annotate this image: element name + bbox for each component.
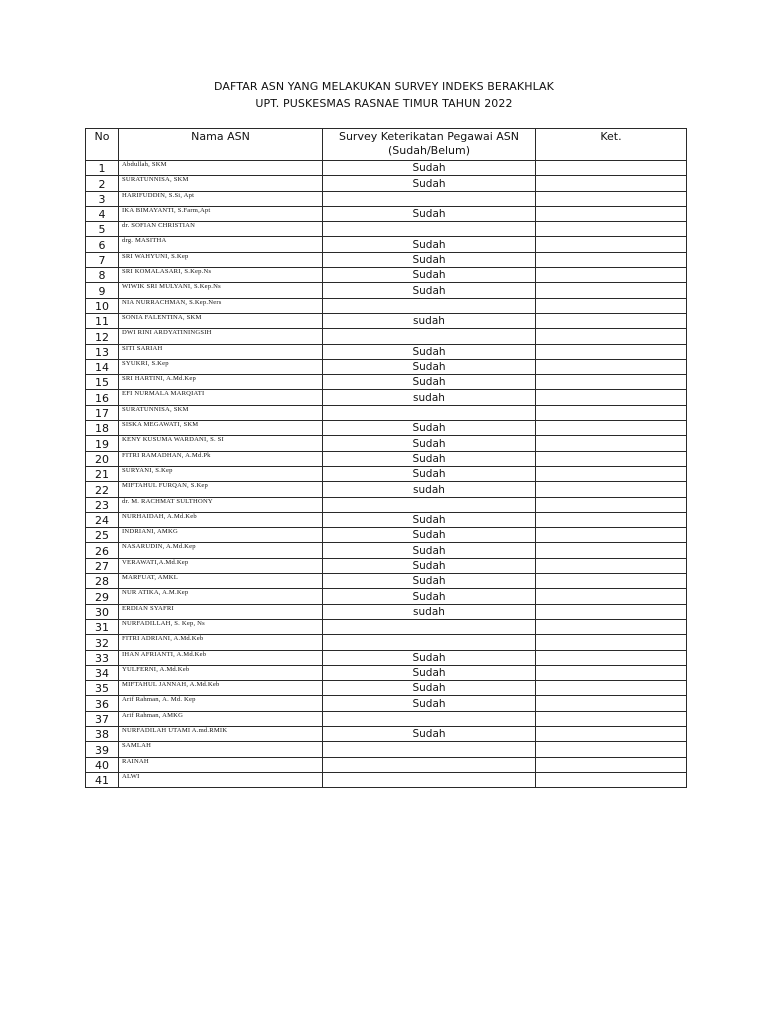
table-row	[86, 359, 687, 374]
survey-status: Sudah	[323, 726, 536, 741]
survey-status: Sudah	[323, 543, 536, 558]
row-number: 6	[86, 237, 119, 252]
header-row	[86, 129, 687, 161]
asn-name: SRI HARTINI, A.Md.Kep	[119, 375, 323, 390]
column-header-survey-line2: (Sudah/Belum)	[388, 144, 470, 157]
survey-status: Sudah	[323, 558, 536, 573]
keterangan	[536, 543, 687, 558]
asn-name: SYUKRI, S.Kep	[119, 359, 323, 374]
keterangan	[536, 574, 687, 589]
keterangan	[536, 206, 687, 221]
row-number: 41	[86, 772, 119, 787]
table-row	[86, 466, 687, 481]
survey-status: Sudah	[323, 512, 536, 527]
table-row	[86, 742, 687, 757]
asn-name: HARIFUDDIN, S.Si, Apt	[119, 191, 323, 206]
keterangan	[536, 482, 687, 497]
keterangan	[536, 344, 687, 359]
survey-status	[323, 329, 536, 344]
row-number: 39	[86, 742, 119, 757]
document-title	[0, 78, 768, 112]
keterangan	[536, 466, 687, 481]
column-header-no: No	[86, 129, 119, 161]
survey-status: Sudah	[323, 344, 536, 359]
asn-name: NURFADILLAH, S. Kep, Ns	[119, 619, 323, 634]
keterangan	[536, 635, 687, 650]
survey-status: Sudah	[323, 574, 536, 589]
asn-name: Arif Rahman, AMKG	[119, 711, 323, 726]
keterangan	[536, 772, 687, 787]
asn-name: dr. SOFIAN CHRISTIAN	[119, 222, 323, 237]
survey-status: Sudah	[323, 696, 536, 711]
table-row	[86, 757, 687, 772]
table-row	[86, 696, 687, 711]
table-body	[86, 161, 687, 788]
asn-name: IHAN AFRIANTI, A.Md.Keb	[119, 650, 323, 665]
keterangan	[536, 222, 687, 237]
asn-name: SRI WAHYUNI, S.Kep	[119, 252, 323, 267]
survey-status: Sudah	[323, 206, 536, 221]
table-row	[86, 206, 687, 221]
survey-status: Sudah	[323, 237, 536, 252]
row-number: 22	[86, 482, 119, 497]
row-number: 40	[86, 757, 119, 772]
table-row	[86, 558, 687, 573]
row-number: 20	[86, 451, 119, 466]
table-row	[86, 252, 687, 267]
asn-name: IKA BIMAYANTI, S.Farm,Apt	[119, 206, 323, 221]
keterangan	[536, 696, 687, 711]
row-number: 21	[86, 466, 119, 481]
row-number: 10	[86, 298, 119, 313]
keterangan	[536, 390, 687, 405]
keterangan	[536, 298, 687, 313]
keterangan	[536, 161, 687, 176]
row-number: 9	[86, 283, 119, 298]
keterangan	[536, 497, 687, 512]
asn-name: Abdullah, SKM	[119, 161, 323, 176]
survey-status: Sudah	[323, 436, 536, 451]
row-number: 17	[86, 405, 119, 420]
keterangan	[536, 558, 687, 573]
asn-name: WIWIK SRI MULYANI, S.Kep.Ns	[119, 283, 323, 298]
table-row	[86, 298, 687, 313]
asn-name: INDRIANI, AMKG	[119, 528, 323, 543]
asn-name: drg. MASITHA	[119, 237, 323, 252]
keterangan	[536, 268, 687, 283]
keterangan	[536, 329, 687, 344]
survey-status	[323, 742, 536, 757]
asn-name: SITI SARIAH	[119, 344, 323, 359]
asn-name: FITRI RAMADHAN, A.Md.Pk	[119, 451, 323, 466]
survey-status: sudah	[323, 482, 536, 497]
row-number: 29	[86, 589, 119, 604]
survey-status: Sudah	[323, 268, 536, 283]
asn-name: dr. M. RACHMAT SULTHONY	[119, 497, 323, 512]
table-row	[86, 176, 687, 191]
row-number: 18	[86, 421, 119, 436]
table-row	[86, 604, 687, 619]
keterangan	[536, 711, 687, 726]
survey-status	[323, 405, 536, 420]
table-row	[86, 390, 687, 405]
survey-status: Sudah	[323, 375, 536, 390]
keterangan	[536, 619, 687, 634]
table-row	[86, 421, 687, 436]
keterangan	[536, 436, 687, 451]
table-row	[86, 543, 687, 558]
table-row	[86, 283, 687, 298]
table-row	[86, 191, 687, 206]
survey-status	[323, 619, 536, 634]
table-row	[86, 451, 687, 466]
keterangan	[536, 176, 687, 191]
column-header-name: Nama ASN	[119, 129, 323, 161]
asn-name: ERDIAN SYAFRI	[119, 604, 323, 619]
keterangan	[536, 742, 687, 757]
table-row	[86, 650, 687, 665]
asn-name: SISKA MEGAWATI, SKM	[119, 421, 323, 436]
survey-status	[323, 635, 536, 650]
survey-status: sudah	[323, 390, 536, 405]
asn-name: NURHAIDAH, A.Md.Keb	[119, 512, 323, 527]
row-number: 4	[86, 206, 119, 221]
table-row	[86, 528, 687, 543]
column-header-survey	[323, 129, 536, 161]
row-number: 30	[86, 604, 119, 619]
table-row	[86, 482, 687, 497]
row-number: 35	[86, 681, 119, 696]
survey-status: Sudah	[323, 252, 536, 267]
keterangan	[536, 252, 687, 267]
row-number: 26	[86, 543, 119, 558]
row-number: 8	[86, 268, 119, 283]
survey-status	[323, 497, 536, 512]
row-number: 27	[86, 558, 119, 573]
keterangan	[536, 191, 687, 206]
table-row	[86, 222, 687, 237]
survey-status: sudah	[323, 313, 536, 328]
table-row	[86, 436, 687, 451]
table-row	[86, 329, 687, 344]
asn-name: VERAWATI,A.Md.Kep	[119, 558, 323, 573]
table-row	[86, 772, 687, 787]
survey-status	[323, 757, 536, 772]
table-row	[86, 405, 687, 420]
keterangan	[536, 665, 687, 680]
asn-name: MARFUAT, AMKL	[119, 574, 323, 589]
table-header	[86, 129, 687, 161]
row-number: 14	[86, 359, 119, 374]
asn-name: SURATUNNISA, SKM	[119, 176, 323, 191]
keterangan	[536, 359, 687, 374]
table-row	[86, 313, 687, 328]
table-row	[86, 619, 687, 634]
asn-name: SRI KOMALASARI, S.Kep.Ns	[119, 268, 323, 283]
row-number: 23	[86, 497, 119, 512]
survey-status	[323, 191, 536, 206]
asn-name: NIA NURRACHMAN, S.Kep.Ners	[119, 298, 323, 313]
asn-name: SONIA FALENTINA, SKM	[119, 313, 323, 328]
asn-name: NUR ATIKA, A.M.Kep	[119, 589, 323, 604]
table-row	[86, 375, 687, 390]
asn-name: MIFTAHUL JANNAH, A.Md.Keb	[119, 681, 323, 696]
survey-status	[323, 772, 536, 787]
table-row	[86, 665, 687, 680]
row-number: 3	[86, 191, 119, 206]
table-row	[86, 497, 687, 512]
row-number: 32	[86, 635, 119, 650]
row-number: 2	[86, 176, 119, 191]
row-number: 19	[86, 436, 119, 451]
table-row	[86, 268, 687, 283]
asn-name: SURYANI, S.Kep	[119, 466, 323, 481]
row-number: 7	[86, 252, 119, 267]
asn-name: EFI NURMALA MARQIATI	[119, 390, 323, 405]
row-number: 28	[86, 574, 119, 589]
survey-status	[323, 222, 536, 237]
survey-status	[323, 711, 536, 726]
asn-survey-table	[85, 128, 687, 788]
asn-name: MIFTAHUL FURQAN, S.Kep	[119, 482, 323, 497]
asn-name: Arif Rahman, A. Md. Kep	[119, 696, 323, 711]
keterangan	[536, 681, 687, 696]
survey-status: Sudah	[323, 161, 536, 176]
table-row	[86, 161, 687, 176]
survey-status: Sudah	[323, 451, 536, 466]
asn-name: NURFADILAH UTAMI A.md.RMIK	[119, 726, 323, 741]
asn-name: SURATUNNISA, SKM	[119, 405, 323, 420]
keterangan	[536, 604, 687, 619]
table-row	[86, 635, 687, 650]
table-row	[86, 589, 687, 604]
survey-status: Sudah	[323, 665, 536, 680]
keterangan	[536, 589, 687, 604]
row-number: 25	[86, 528, 119, 543]
keterangan	[536, 283, 687, 298]
row-number: 5	[86, 222, 119, 237]
survey-status: Sudah	[323, 421, 536, 436]
survey-status: sudah	[323, 604, 536, 619]
row-number: 36	[86, 696, 119, 711]
survey-status: Sudah	[323, 466, 536, 481]
keterangan	[536, 726, 687, 741]
table-row	[86, 711, 687, 726]
survey-status: Sudah	[323, 650, 536, 665]
row-number: 31	[86, 619, 119, 634]
row-number: 15	[86, 375, 119, 390]
survey-status: Sudah	[323, 176, 536, 191]
title-line-2: UPT. PUSKESMAS RASNAE TIMUR TAHUN 2022	[255, 97, 513, 110]
row-number: 1	[86, 161, 119, 176]
row-number: 33	[86, 650, 119, 665]
survey-status: Sudah	[323, 589, 536, 604]
keterangan	[536, 375, 687, 390]
asn-name: DWI RINI ARDYATININGSIH	[119, 329, 323, 344]
keterangan	[536, 512, 687, 527]
keterangan	[536, 650, 687, 665]
title-line-1: DAFTAR ASN YANG MELAKUKAN SURVEY INDEKS BERAKHLAK	[214, 80, 554, 93]
asn-name: SAMLAH	[119, 742, 323, 757]
keterangan	[536, 237, 687, 252]
table-row	[86, 512, 687, 527]
survey-status: Sudah	[323, 359, 536, 374]
table-row	[86, 574, 687, 589]
keterangan	[536, 757, 687, 772]
keterangan	[536, 421, 687, 436]
survey-status: Sudah	[323, 283, 536, 298]
column-header-ket: Ket.	[536, 129, 687, 161]
asn-name: RAINAH	[119, 757, 323, 772]
asn-name: NASARUDIN, A.Md.Kep	[119, 543, 323, 558]
keterangan	[536, 528, 687, 543]
column-header-survey-line1: Survey Keterikatan Pegawai ASN	[338, 130, 520, 143]
row-number: 24	[86, 512, 119, 527]
table-row	[86, 344, 687, 359]
keterangan	[536, 451, 687, 466]
asn-name: ALWI	[119, 772, 323, 787]
asn-name: YULFERNI, A.Md.Keb	[119, 665, 323, 680]
keterangan	[536, 405, 687, 420]
row-number: 16	[86, 390, 119, 405]
keterangan	[536, 313, 687, 328]
row-number: 11	[86, 313, 119, 328]
row-number: 13	[86, 344, 119, 359]
row-number: 34	[86, 665, 119, 680]
asn-name: FITRI ADRIANI, A.Md.Keb	[119, 635, 323, 650]
survey-status: Sudah	[323, 528, 536, 543]
table-row	[86, 726, 687, 741]
row-number: 37	[86, 711, 119, 726]
survey-status	[323, 298, 536, 313]
row-number: 38	[86, 726, 119, 741]
asn-name: KENY KUSUMA WARDANI, S. SI	[119, 436, 323, 451]
row-number: 12	[86, 329, 119, 344]
table-row	[86, 237, 687, 252]
table-row	[86, 681, 687, 696]
survey-status: Sudah	[323, 681, 536, 696]
